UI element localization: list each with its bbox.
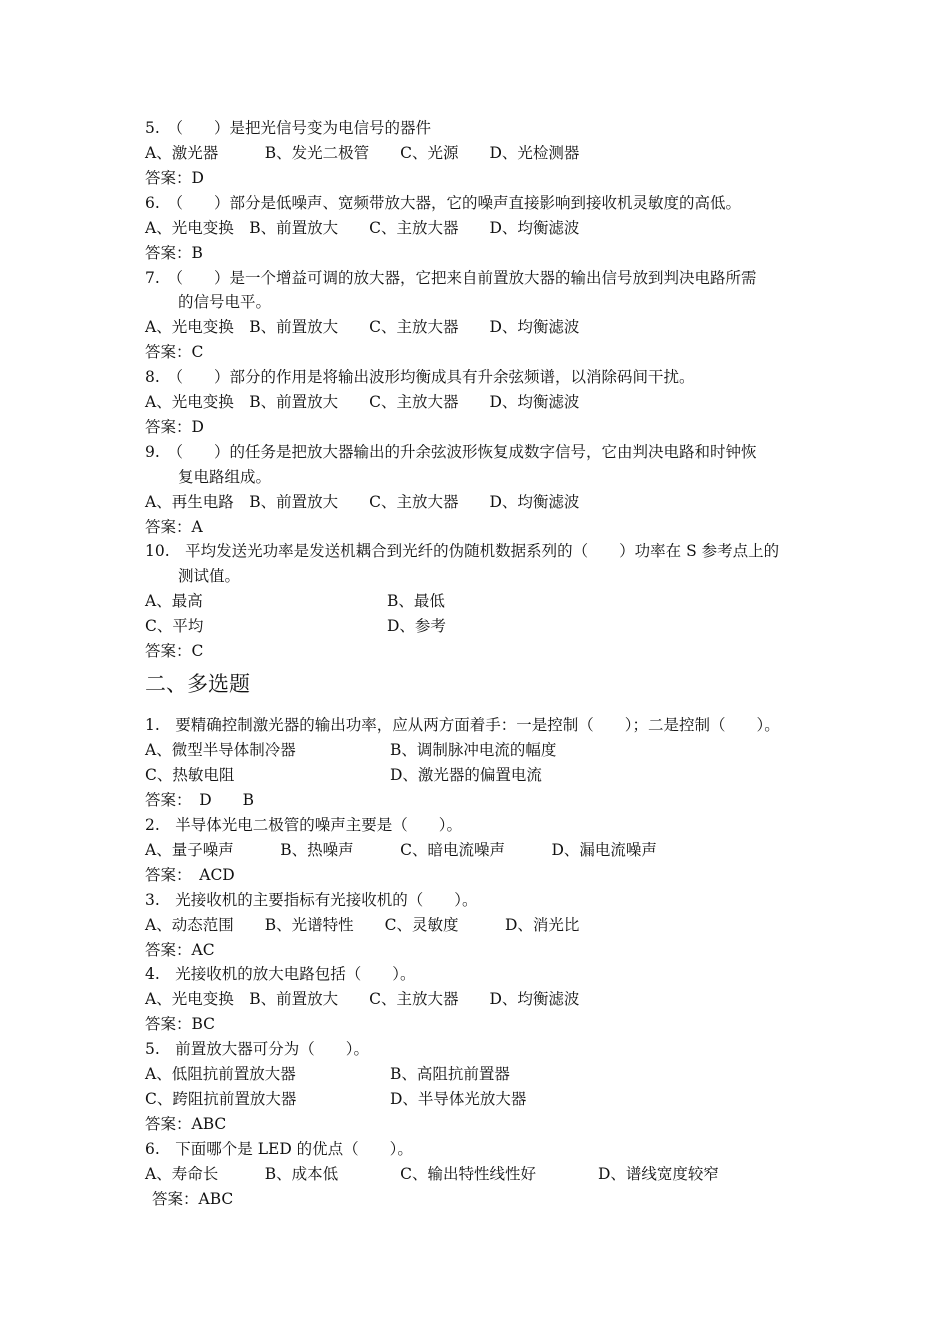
question-7-stem-continued: 的信号电平。 (178, 293, 272, 311)
question-6-stem: 6. （ ）部分是低噪声、宽频带放大器，它的噪声直接影响到接收机灵敏度的高低。 (145, 194, 742, 212)
multi-question-1-stem: 1. 要精确控制激光器的输出功率，应从两方面着手：一是控制（ ）；二是控制（ ）。 (145, 716, 780, 734)
multi-question-5-option-d: D、半导体光放大器 (390, 1090, 527, 1108)
multi-question-1-option-c: C、热敏电阻 (145, 766, 235, 784)
question-5-answer: 答案：D (145, 169, 204, 187)
multi-question-1-answer: 答案： D B (145, 791, 255, 809)
multi-question-6-stem: 6. 下面哪个是 LED 的优点（ ）。 (145, 1140, 413, 1158)
multi-question-4-answer: 答案：BC (145, 1015, 216, 1033)
multi-question-6-options: A、寿命长 B、成本低 C、输出特性线性好 D、谱线宽度较窄 (145, 1165, 719, 1183)
question-8-answer: 答案：D (145, 418, 204, 436)
question-9-stem-continued: 复电路组成。 (178, 468, 272, 486)
multi-question-5-stem: 5. 前置放大器可分为（ ）。 (145, 1040, 370, 1058)
question-9-options: A、再生电路 B、前置放大 C、主放大器 D、均衡滤波 (145, 493, 580, 511)
question-5-options: A、激光器 B、发光二极管 C、光源 D、光检测器 (145, 144, 580, 162)
multi-question-1-option-a: A、微型半导体制冷器 (145, 741, 296, 759)
question-10-option-d: D、参考 (387, 617, 446, 635)
question-7-stem: 7. （ ）是一个增益可调的放大器，它把来自前置放大器的输出信号放到判决电路所需 (145, 269, 757, 287)
question-5-stem: 5. （ ）是把光信号变为电信号的器件 (145, 119, 432, 137)
multi-question-1-option-d: D、激光器的偏置电流 (390, 766, 542, 784)
question-9-answer: 答案：A (145, 518, 203, 536)
question-10-option-c: C、平均 (145, 617, 204, 635)
multi-question-4-stem: 4. 光接收机的放大电路包括（ ）。 (145, 965, 416, 983)
question-6-options: A、光电变换 B、前置放大 C、主放大器 D、均衡滤波 (145, 219, 580, 237)
question-10-stem-continued: 测试值。 (178, 567, 241, 585)
question-7-options: A、光电变换 B、前置放大 C、主放大器 D、均衡滤波 (145, 318, 580, 336)
question-6-answer: 答案：B (145, 244, 203, 262)
question-10-option-a: A、最高 (145, 592, 203, 610)
multi-question-4-options: A、光电变换 B、前置放大 C、主放大器 D、均衡滤波 (145, 990, 580, 1008)
question-9-stem: 9. （ ）的任务是把放大器输出的升余弦波形恢复成数字信号，它由判决电路和时钟恢 (145, 443, 757, 461)
question-10-stem: 10. 平均发送光功率是发送机耦合到光纤的伪随机数据系列的（ ）功率在 S 参考点上的 (145, 542, 780, 560)
multi-question-5-option-a: A、低阻抗前置放大器 (145, 1065, 296, 1083)
question-8-options: A、光电变换 B、前置放大 C、主放大器 D、均衡滤波 (145, 393, 580, 411)
multi-question-5-option-c: C、跨阻抗前置放大器 (145, 1090, 297, 1108)
question-7-answer: 答案：C (145, 343, 204, 361)
multi-question-5-answer: 答案：ABC (145, 1115, 227, 1133)
multi-question-6-answer: 答案：ABC (152, 1190, 234, 1208)
multi-question-5-option-b: B、高阻抗前置器 (390, 1065, 510, 1083)
section-heading: 二、多选题 (145, 672, 250, 696)
multi-question-3-stem: 3. 光接收机的主要指标有光接收机的（ ）。 (145, 891, 478, 909)
multi-question-2-stem: 2. 半导体光电二极管的噪声主要是（ ）。 (145, 816, 463, 834)
multi-question-1-option-b: B、调制脉冲电流的幅度 (390, 741, 557, 759)
question-8-stem: 8. （ ）部分的作用是将输出波形均衡成具有升余弦频谱，以消除码间干扰。 (145, 368, 695, 386)
multi-question-2-answer: 答案： ACD (145, 866, 235, 884)
question-10-option-b: B、最低 (387, 592, 445, 610)
multi-question-3-options: A、动态范围 B、光谱特性 C、灵敏度 D、消光比 (145, 916, 580, 934)
multi-question-2-options: A、量子噪声 B、热噪声 C、暗电流噪声 D、漏电流噪声 (145, 841, 657, 859)
multi-question-3-answer: 答案：AC (145, 941, 215, 959)
question-10-answer: 答案：C (145, 642, 204, 660)
